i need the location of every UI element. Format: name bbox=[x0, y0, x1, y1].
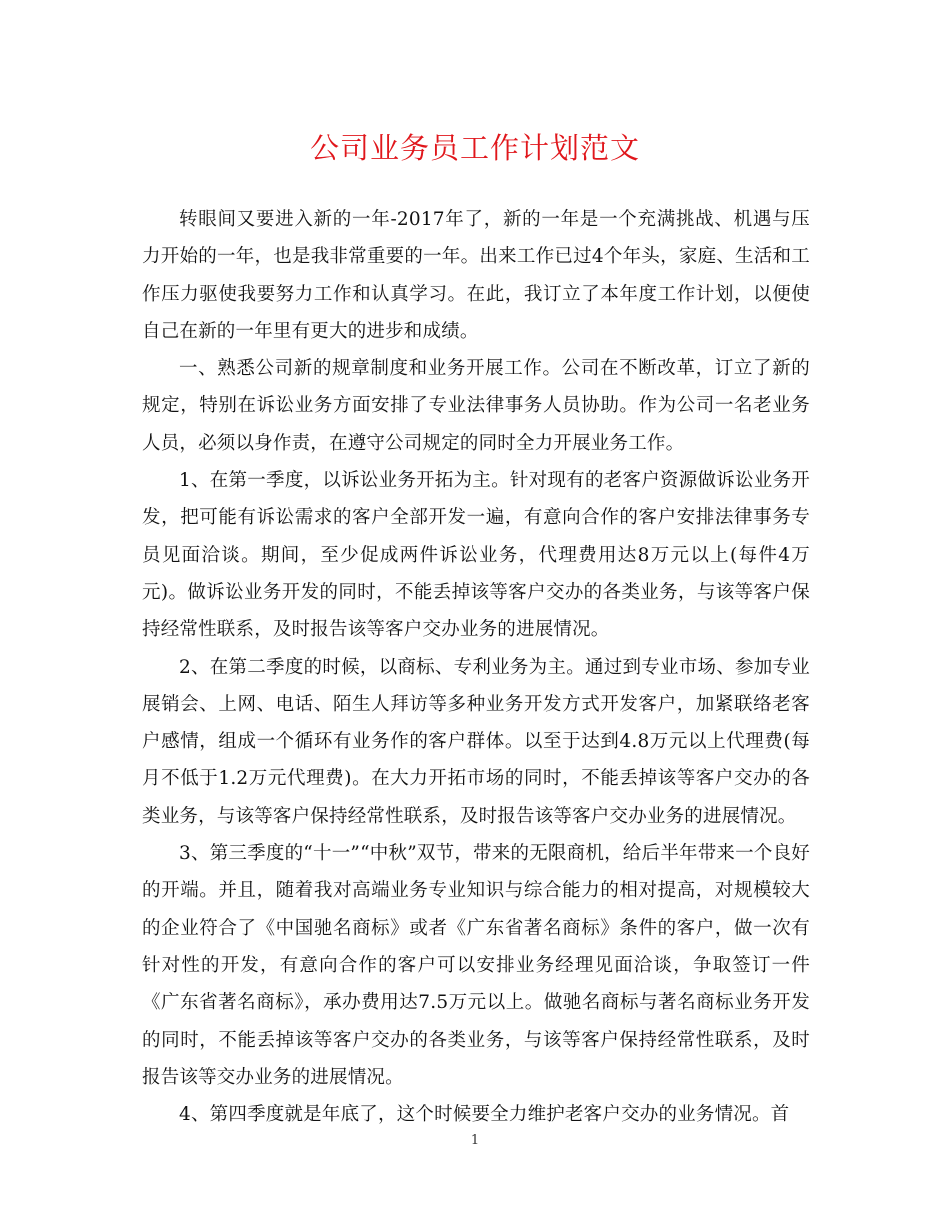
page-number: 1 bbox=[470, 1133, 480, 1148]
document-body bbox=[142, 201, 810, 1133]
paragraph-quarter-1: 1、在第一季度，以诉讼业务开拓为主。针对现有的老客户资源做诉讼业务开发，把可能有诉讼需求的客户全部开发一遍，有意向合作的客户安排法律事务专员见面洽谈。期间，至少促成两件诉讼业务，代理费用达8万元以上(每件4万元)。做诉讼业务开发的同时，不能丢掉该等客户交办的各类业务，与该等客户保持经常性联系，及时报告该等客户交办业务的进展情况。 bbox=[142, 470, 810, 641]
paragraph-quarter-4: 4、第四季度就是年底了，这个时候要全力维护老客户交办的业务情况。首 bbox=[179, 1104, 790, 1126]
paragraph-quarter-2: 2、在第二季度的时候，以商标、专利业务为主。通过到专业市场、参加专业展销会、上网、电话、陌生人拜访等多种业务开发方式开发客户，加紧联络老客户感情，组成一个循环有业务作的客户群体。以至于达到4.8万元以上代理费(每月不低于1.2万元代理费)。在大力开拓市场的同时，不能丢掉该等客户交办的各类业务，与该等客户保持经常性联系，及时报告该等客户交办业务的进展情况。 bbox=[142, 656, 810, 827]
document-title: 公司业务员工作计划范文 bbox=[309, 131, 640, 165]
paragraph-section-1: 一、熟悉公司新的规章制度和业务开展工作。公司在不断改革，订立了新的规定，特别在诉讼业务方面安排了专业法律事务人员协助。作为公司一名老业务人员，必须以身作责，在遵守公司规定的同时全力开展业务工作。 bbox=[142, 358, 810, 454]
paragraph-quarter-3: 3、第三季度的“十一”“中秋”双节，带来的无限商机，给后半年带来一个良好的开端。并且，随着我对高端业务专业知识与综合能力的相对提高，对规模较大的企业符合了《中国驰名商标》或者《广东省著名商标》条件的客户，做一次有针对性的开发，有意向合作的客户可以安排业务经理见面洽谈，争取签订一件《广东省著名商标》，承办费用达7.5万元以上。做驰名商标与著名商标业务开发的同时，不能丢掉该等客户交办的各类业务，与该等客户保持经常性联系，及时报告该等交办业务的进展情况。 bbox=[142, 843, 810, 1088]
paragraph-intro: 转眼间又要进入新的一年-2017年了，新的一年是一个充满挑战、机遇与压力开始的一年，也是我非常重要的一年。出来工作已过4个年头，家庭、生活和工作压力驱使我要努力工作和认真学习。在此，我订立了本年度工作计划，以便使自己在新的一年里有更大的进步和成绩。 bbox=[142, 209, 810, 342]
